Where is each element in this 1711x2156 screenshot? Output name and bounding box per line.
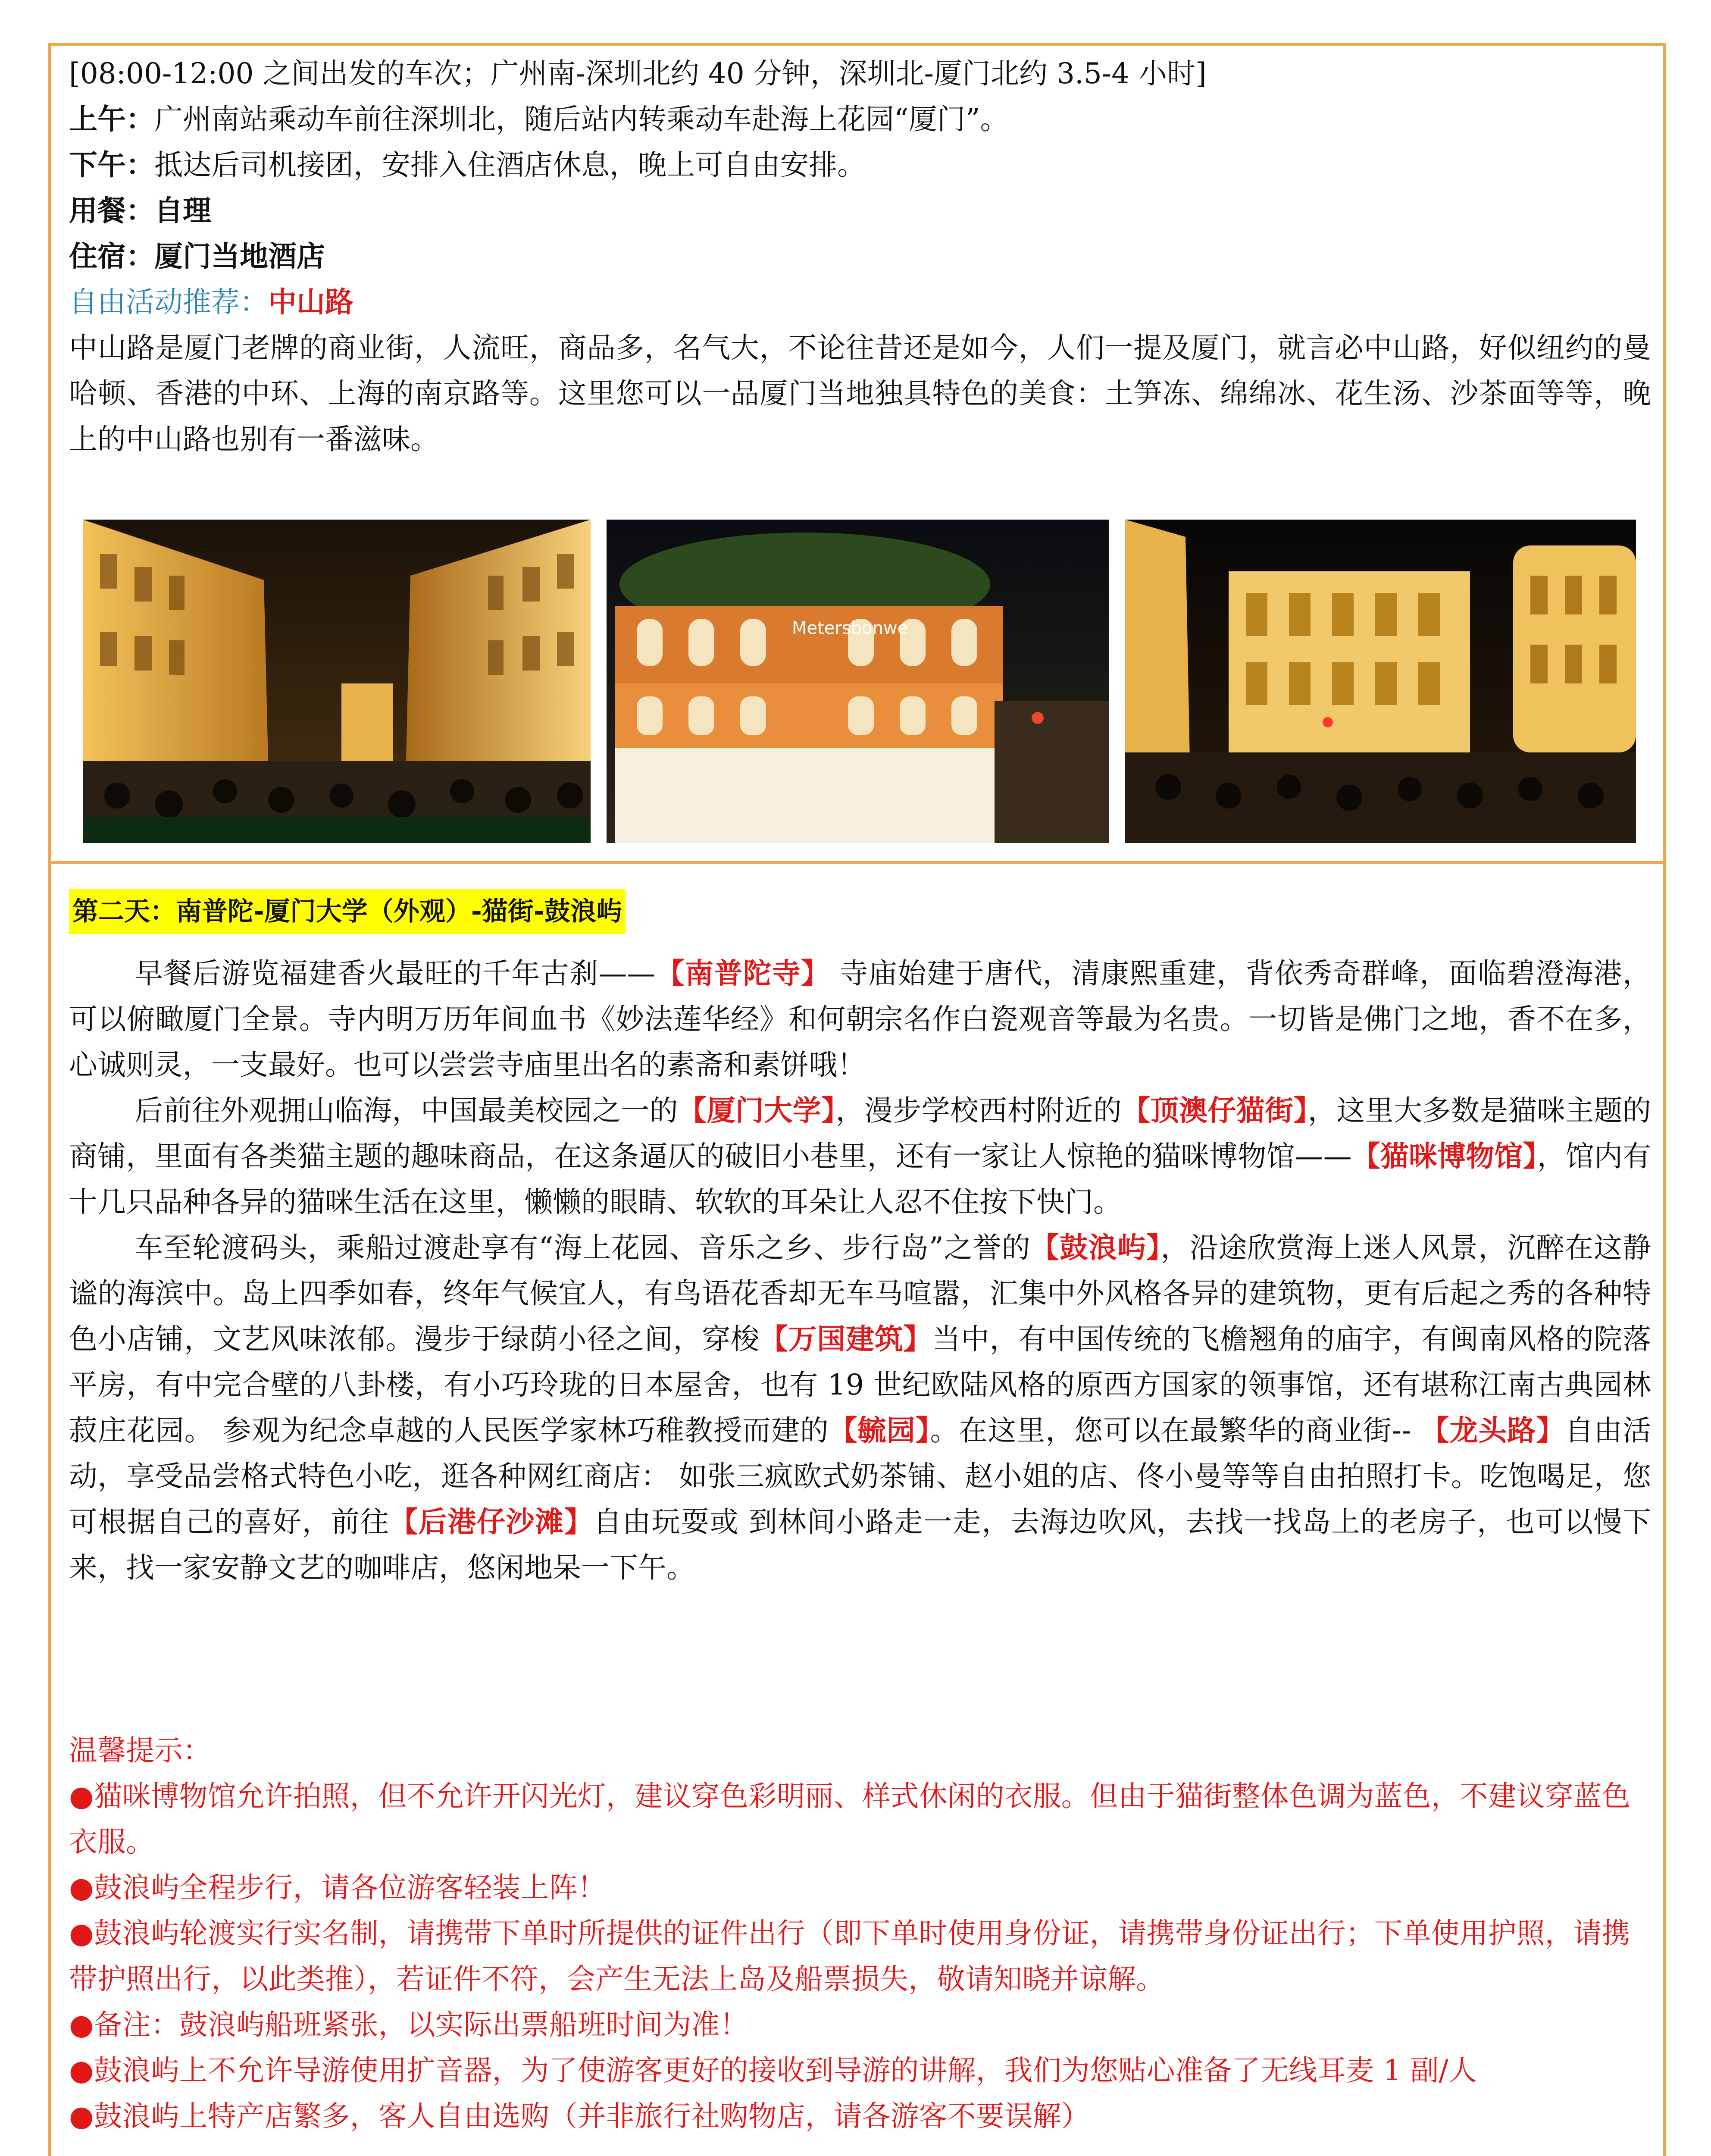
tip-item: ●鼓浪屿上不允许导游使用扩音器，为了使游客更好的接收到导游的讲解，我们为您贴心准备了无线耳麦 1 副/人	[69, 2054, 1477, 2087]
photo-zhongshan-street	[83, 520, 591, 843]
free-activity-place: 中山路	[268, 285, 353, 319]
afternoon-text: 抵达后司机接团，安排入住酒店休息，晚上可自由安排。	[154, 148, 866, 182]
schedule-note: [08:00-12:00 之间出发的车次；广州南-深圳北约 40 分钟，深圳北-厦门北约 3.5-4 小时]	[69, 57, 1207, 90]
highlight-hougangzai-beach: 【后港仔沙滩】	[389, 1505, 594, 1539]
tip-item: ●猫咪博物馆允许拍照，但不允许开闪光灯，建议穿色彩明丽、样式休闲的衣服。但由于猫街整体色调为蓝色，不建议穿蓝色衣服。	[69, 1780, 1630, 1858]
afternoon-label: 下午：	[69, 148, 154, 182]
photo-store-sign: Metersbonwe	[792, 618, 908, 638]
highlight-gulangyu: 【鼓浪屿】	[1030, 1231, 1161, 1264]
morning-row	[69, 97, 1651, 142]
text-segment: 早餐后游览福建香火最旺的千年古刹——	[135, 957, 656, 990]
text-segment: 自由活动，享受品尝格式特色小吃，逛各种网红商店： 如张三疯欧式奶茶铺、赵小姐的店、佟小曼等等自由拍照打卡。吃饱喝足，您可根据自己的喜好，前往	[69, 1414, 1651, 1539]
photo-zhongshan-junction	[1125, 520, 1636, 843]
text-segment: ，这里大多数是猫咪主题的商铺，里面有各类猫主题的趣味商品，在这条逼仄的破旧小巷里，还有一家让人惊艳的猫咪博物馆——	[69, 1094, 1652, 1173]
morning-label: 上午：	[69, 103, 154, 136]
day2-section	[69, 951, 1651, 1591]
text-segment: 自由玩耍或 到林间小路走一走，去海边吹风，去找一找岛上的老房子，也可以慢下来，找一家安静文艺的咖啡店，悠闲地呆一下午。	[69, 1505, 1652, 1584]
section-divider	[48, 861, 1666, 864]
text-segment: 寺庙始建于唐代，清康熙重建，背依秀奇群峰，面临碧澄海港，可以俯瞰厦门全景。寺内明万历年间血书《妙法莲华经》和何朝宗名作白瓷观音等最为名贵。一切皆是佛门之地，香不在多，心诚则灵，一支最好。也可以尝尝寺庙里出名的素斋和素饼哦！	[69, 957, 1652, 1081]
photo-corner-building	[607, 520, 1109, 843]
text-segment: ，沿途欣赏海上迷人风景，沉醉在这静谧的海滨中。岛上四季如春，终年气候宜人，有鸟语花香却无车马喧嚣，汇集中外风格各异的建筑物，更有后起之秀的各种特色小店铺，文艺风味浓郁。漫步于绿荫小径之间，穿梭	[69, 1231, 1652, 1356]
highlight-cat-museum: 【猫咪博物馆】	[1351, 1140, 1537, 1173]
highlight-yuyuan: 【毓园】	[829, 1414, 930, 1447]
tips-section	[69, 1728, 1651, 2139]
highlight-nanputuo: 【南普陀寺】	[655, 957, 830, 990]
photo-strip	[83, 520, 1636, 843]
day2-paragraph-1	[69, 951, 1651, 1088]
tip-item: ●鼓浪屿上特产店繁多，客人自由选购（并非旅行社购物店，请各游客不要误解）	[69, 2100, 1090, 2133]
highlight-xiamen-university: 【厦门大学】	[678, 1094, 836, 1127]
text-segment: 车至轮渡码头，乘船过渡赴享有“海上花园、音乐之乡、步行岛”之誉的	[135, 1231, 1031, 1264]
tip-item: ●鼓浪屿全程步行，请各位游客轻装上阵！	[69, 1871, 606, 1904]
text-segment: ，馆内有十几只品种各异的猫咪生活在这里，懒懒的眼睛、软软的耳朵让人忍不住按下快门。	[69, 1140, 1652, 1219]
free-activity-row	[69, 279, 1651, 325]
meal-row: 用餐：自理	[69, 194, 211, 227]
text-segment: 。在这里，您可以在最繁华的商业街--	[930, 1414, 1421, 1447]
day1-section	[69, 51, 1651, 462]
tip-item: ●鼓浪屿轮渡实行实名制，请携带下单时所提供的证件出行（即下单时使用身份证，请携带身份证出行；下单使用护照，请携带护照出行，以此类推），若证件不符，会产生无法上岛及船票损失，敬请知晓并谅解。	[69, 1917, 1630, 1996]
free-activity-label: 自由活动推荐：	[69, 285, 268, 319]
text-segment: 后前往外观拥山临海，中国最美校园之一的	[135, 1094, 679, 1127]
highlight-longtou-road: 【龙头路】	[1420, 1414, 1565, 1447]
afternoon-row	[69, 142, 1651, 188]
hotel-row: 住宿：厦门当地酒店	[69, 240, 325, 273]
highlight-wanguo-architecture: 【万国建筑】	[759, 1322, 932, 1356]
text-segment: ，漫步学校西村附近的	[835, 1094, 1122, 1127]
highlight-cat-street: 【顶澳仔猫街】	[1122, 1094, 1308, 1127]
day2-paragraph-2	[69, 1088, 1651, 1225]
zhongshan-road-description: 中山路是厦门老牌的商业街，人流旺，商品多，名气大，不论往昔还是如今，人们一提及厦门，就言必中山路，好似纽约的曼哈顿、香港的中环、上海的南京路等。这里您可以一品厦门当地独具特色的美食：土笋冻、绵绵冰、花生汤、沙茶面等等，晚上的中山路也别有一番滋味。	[69, 331, 1651, 456]
morning-text: 广州南站乘动车前往深圳北，随后站内转乘动车赴海上花园“厦门”。	[154, 103, 1009, 136]
day2-title: 第二天：南普陀-厦门大学（外观）-猫街-鼓浪屿	[69, 889, 626, 934]
tips-title: 温馨提示：	[69, 1734, 211, 1767]
tip-item: ●备注：鼓浪屿船班紧张，以实际出票船班时间为准！	[69, 2008, 748, 2041]
day2-paragraph-3	[69, 1225, 1651, 1591]
text-segment: 当中，有中国传统的飞檐翘角的庙宇，有闽南风格的院落平房，有中完合壁的八卦楼，有小巧玲珑的日本屋舍，也有 19 世纪欧陆风格的原西方国家的领事馆，还有堪称江南古典园林菽庄花园。 参观为纪念卓越的人民医学家林巧稚教授而建的	[69, 1322, 1652, 1447]
